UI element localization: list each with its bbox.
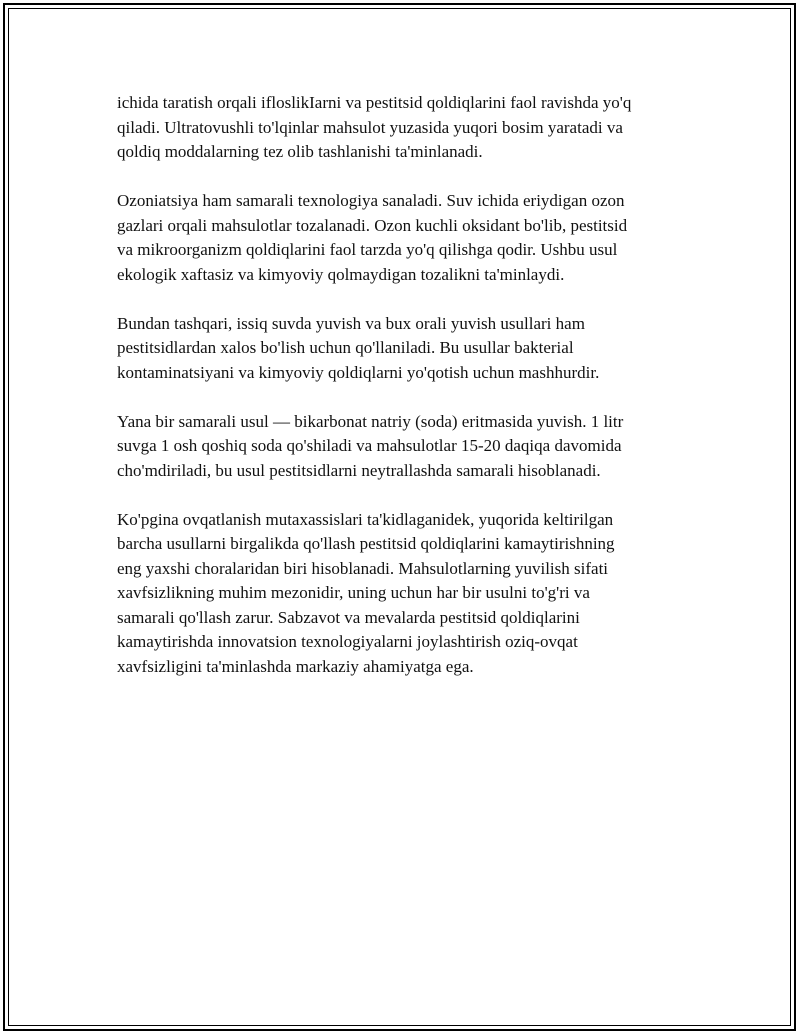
- text-line: qoldiq moddalarning tez olib tashlanishi ta'minlanadi.: [117, 142, 483, 161]
- document-body: [117, 91, 697, 704]
- paragraph-hot-water: [117, 312, 697, 386]
- text-line: gazlari orqali mahsulotlar tozalanadi. Ozon kuchli oksidant bo'lib, pestitsid: [117, 215, 628, 235]
- paragraph-ozonation: [117, 189, 697, 287]
- text-line: xavfsizligini ta'minlashda markaziy ahamiyatga ega.: [117, 656, 474, 676]
- text-line: Bundan tashqari, issiq suvda yuvish va bux orali yuvish usullari ham: [117, 313, 585, 333]
- paragraph-conclusion: [117, 508, 697, 680]
- text-line: Yana bir samarali usul — bikarbonat natriy (soda) eritmasida yuvish. 1 litr: [117, 411, 624, 431]
- text-line: xavfsizlikning muhim mezonidir, uning uchun har bir usulni to'g'ri va: [117, 583, 590, 602]
- text-line: qiladi. Ultratovushli to'lqinlar mahsulot yuzasida yuqori bosim yaratadi va: [117, 117, 623, 137]
- text-line: kontaminatsiyani va kimyoviy qoldiqlarni yo'qotish uchun mashhurdir.: [117, 362, 600, 382]
- text-line: va mikroorganizm qoldiqlarini faol tarzda yo'q qilishga qodir. Ushbu usul: [117, 240, 618, 259]
- text-line: pestitsidlardan xalos bo'lish uchun qo'llaniladi. Bu usullar bakterial: [117, 338, 574, 357]
- text-line: samarali qo'llash zarur. Sabzavot va mevalarda pestitsid qoldiqlarini: [117, 607, 580, 627]
- text-line: Ozoniatsiya ham samarali texnologiya sanaladi. Suv ichida eriydigan ozon: [117, 191, 625, 210]
- text-line: cho'mdiriladi, bu usul pestitsidlarni neytrallashda samarali hisoblanadi.: [117, 460, 601, 480]
- text-line: ichida taratish orqali ifloslikIarni va pestitsid qoldiqlarini faol ravishda yo'q: [117, 93, 632, 112]
- text-line: suvga 1 osh qoshiq soda qo'shiladi va mahsulotlar 15-20 daqiqa davomida: [117, 436, 622, 455]
- text-line: Ko'pgina ovqatlanish mutaxassislari ta'kidlaganidek, yuqorida keltirilgan: [117, 509, 614, 529]
- paragraph-ultrasound: [117, 91, 697, 165]
- text-line: kamaytirishda innovatsion texnologiyalarni joylashtirish oziq-ovqat: [117, 632, 578, 651]
- paragraph-baking-soda: [117, 410, 697, 484]
- text-line: barcha usullarni birgalikda qo'llash pestitsid qoldiqlarini kamaytirishning: [117, 534, 615, 553]
- text-line: ekologik xaftasiz va kimyoviy qolmaydigan tozalikni ta'minlaydi.: [117, 264, 565, 284]
- text-line: eng yaxshi choralaridan biri hisoblanadi. Mahsulotlarning yuvilish sifati: [117, 558, 609, 578]
